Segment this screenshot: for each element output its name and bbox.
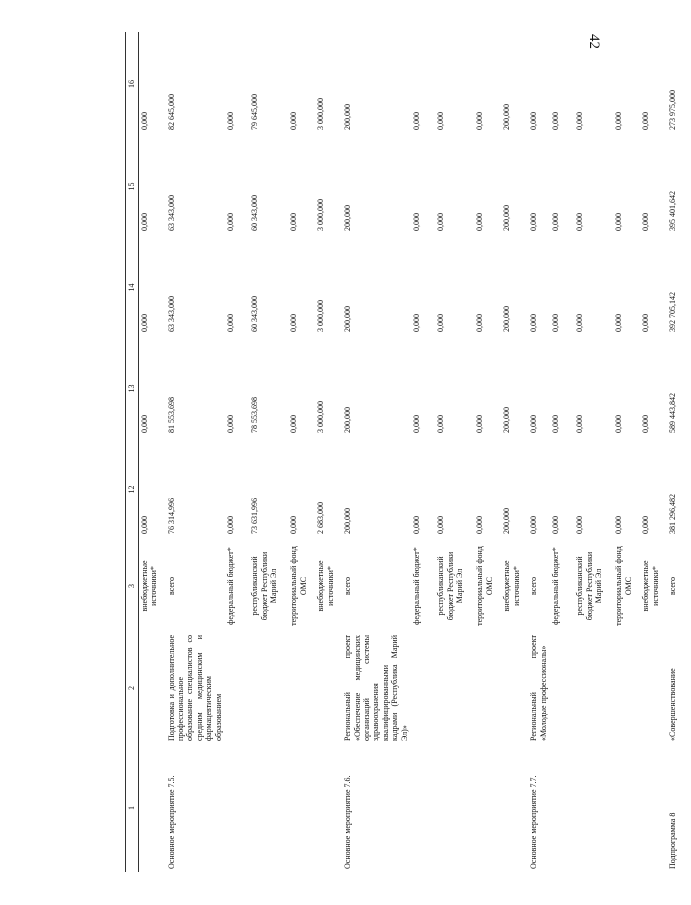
amount-cell: 200,000 [502, 407, 512, 433]
funding-source-line: территориальный фонд [289, 546, 299, 626]
amount-cell: 0,000 [412, 314, 422, 332]
row-label [249, 744, 288, 872]
row-label: Подпрограмма 8 [668, 812, 678, 869]
amount-cell: 0,000 [412, 516, 422, 534]
amount-cell: 60 343,000 [250, 296, 260, 332]
amount-cell: 0,000 [289, 314, 299, 332]
row-label [225, 744, 249, 872]
table-row [342, 32, 411, 872]
row-label [315, 744, 342, 872]
row-name [288, 632, 315, 744]
amount-cell: 0,000 [614, 213, 624, 231]
table-row [474, 32, 501, 872]
table-row [640, 32, 667, 872]
amount-cell: 0,000 [529, 112, 539, 130]
amount-cell: 3 000,000 [316, 401, 326, 433]
table-header-row [126, 32, 139, 872]
amount-cell: 60 343,000 [250, 195, 260, 231]
amount-cell: 0,000 [140, 415, 149, 433]
amount-cell: 0,000 [551, 516, 561, 534]
amount-cell: 200,000 [343, 205, 353, 231]
row-label [550, 744, 574, 872]
funding-source-line: бюджет Республики [584, 551, 594, 621]
amount-cell: 0,000 [436, 516, 446, 534]
funding-source [139, 540, 166, 632]
amount-cell: 200,000 [343, 407, 353, 433]
funding-source: федеральный бюджет* [226, 547, 236, 625]
row-name [574, 632, 613, 744]
row-name: Подготовка и дополнительное профессиональное образование специалистов со средним медицинским и фармацевтическим образованием [166, 635, 223, 741]
row-label [501, 744, 528, 872]
column-header: 12 [126, 439, 139, 540]
row-label [435, 744, 474, 872]
amount-cell: 0,000 [289, 516, 299, 534]
amount-cell: 0,000 [551, 213, 561, 231]
funding-source: федеральный бюджет* [551, 547, 561, 625]
amount-cell: 0,000 [289, 112, 299, 130]
amount-cell: 0,000 [551, 314, 561, 332]
row-label [474, 744, 501, 872]
amount-cell: 200,000 [502, 508, 512, 534]
row-name [640, 632, 667, 744]
table-row [225, 32, 249, 872]
amount-cell: 0,000 [641, 415, 651, 433]
funding-source [474, 540, 501, 632]
amount-cell: 0,000 [529, 213, 539, 231]
funding-source: всего [343, 577, 353, 596]
table-row [315, 32, 342, 872]
amount-cell: 0,000 [575, 112, 585, 130]
amount-cell: 0,000 [226, 314, 236, 332]
table-row [574, 32, 613, 872]
table-row [550, 32, 574, 872]
amount-cell: 0,000 [575, 516, 585, 534]
amount-cell: 63 343,000 [166, 195, 176, 231]
amount-cell: 0,000 [475, 516, 485, 534]
column-header: 1 [126, 744, 139, 872]
amount-cell: 381 296,482 [668, 494, 678, 534]
table-row [166, 32, 226, 872]
amount-cell: 0,000 [289, 415, 299, 433]
page-number: 42 [586, 34, 602, 49]
funding-source [613, 540, 640, 632]
amount-cell: 63 343,000 [166, 296, 176, 332]
funding-source-line: источники* [650, 566, 660, 606]
row-label: Основное мероприятие 7.6. [343, 775, 353, 869]
funding-source: всего [529, 577, 539, 596]
amount-cell: 0,000 [575, 415, 585, 433]
funding-source-line: территориальный фонд [475, 546, 485, 626]
column-header: 3 [126, 540, 139, 632]
funding-source-line: источники* [511, 566, 521, 606]
funding-source-line: территориальный фонд [614, 546, 624, 626]
funding-source-line: источники* [149, 566, 159, 606]
row-name [613, 632, 640, 744]
amount-cell: 0,000 [226, 112, 236, 130]
amount-cell: 79 645,000 [250, 94, 260, 130]
funding-source-line: республиканский [436, 556, 446, 616]
funding-source [249, 540, 288, 632]
amount-cell: 0,000 [140, 112, 149, 130]
amount-cell: 0,000 [529, 516, 539, 534]
amount-cell: 0,000 [475, 314, 485, 332]
amount-cell: 0,000 [289, 213, 299, 231]
row-name [435, 632, 474, 744]
amount-cell: 0,000 [140, 213, 149, 231]
amount-cell: 3 000,000 [316, 98, 326, 130]
row-label [139, 744, 166, 872]
funding-source-line: ОМС [623, 576, 633, 596]
amount-cell: 0,000 [641, 112, 651, 130]
funding-source-line: республиканский [575, 556, 585, 616]
row-label: Основное мероприятие 7.7. [529, 775, 539, 869]
table-body [139, 32, 691, 872]
amount-cell: 0,000 [475, 112, 485, 130]
amount-cell: 0,000 [226, 516, 236, 534]
amount-cell: 200,000 [343, 508, 353, 534]
amount-cell: 0,000 [226, 415, 236, 433]
funding-source-line: внебюджетные [316, 560, 326, 612]
amount-cell: 0,000 [529, 415, 539, 433]
amount-cell: 200,000 [502, 104, 512, 130]
row-label [574, 744, 613, 872]
amount-cell: 0,000 [226, 213, 236, 231]
funding-source-line: Марий Эл [593, 568, 603, 604]
funding-source: всего [668, 577, 678, 596]
amount-cell: 0,000 [140, 314, 149, 332]
funding-source-line: ОМС [298, 576, 308, 596]
table-row [249, 32, 288, 872]
amount-cell: 0,000 [529, 314, 539, 332]
amount-cell: 395 401,642 [668, 191, 678, 231]
amount-cell: 0,000 [412, 213, 422, 231]
amount-cell: 3 000,000 [316, 300, 326, 332]
table-row [288, 32, 315, 872]
column-header: 16 [126, 32, 139, 136]
amount-cell: 0,000 [475, 415, 485, 433]
amount-cell: 200,000 [343, 104, 353, 130]
table-row [613, 32, 640, 872]
row-name [550, 632, 574, 744]
amount-cell: 2 683,000 [316, 502, 326, 534]
amount-cell: 0,000 [575, 314, 585, 332]
amount-cell: 0,000 [614, 516, 624, 534]
funding-source [288, 540, 315, 632]
funding-source [315, 540, 342, 632]
table-row [501, 32, 528, 872]
amount-cell: 3 000,000 [316, 199, 326, 231]
table-row [411, 32, 435, 872]
funding-source-line: внебюджетные [641, 560, 651, 612]
amount-cell: 81 553,698 [166, 397, 176, 433]
amount-cell: 0,000 [412, 112, 422, 130]
amount-cell: 200,000 [343, 306, 353, 332]
row-label [288, 744, 315, 872]
funding-source-line: бюджет Республики [259, 551, 269, 621]
column-header: 2 [126, 632, 139, 744]
amount-cell: 0,000 [551, 415, 561, 433]
funding-source-line: источники* [325, 566, 335, 606]
funding-source [574, 540, 613, 632]
amount-cell: 73 631,996 [250, 498, 260, 534]
funding-source-line: внебюджетные [502, 560, 512, 612]
row-name [315, 632, 342, 744]
amount-cell: 0,000 [436, 415, 446, 433]
row-label: Основное мероприятие 7.5. [166, 775, 176, 869]
row-label [411, 744, 435, 872]
row-name [139, 632, 166, 744]
funding-source [435, 540, 474, 632]
row-name [249, 632, 288, 744]
row-name: Региональный проект «Обеспечение медицинских организаций системы здравоохранения квалифицированными кадрами (Республика Марий Эл)» [343, 635, 409, 741]
row-name [225, 632, 249, 744]
funding-source-line: ОМС [484, 576, 494, 596]
amount-cell: 392 705,142 [668, 292, 678, 332]
amount-cell: 200,000 [502, 205, 512, 231]
row-name [411, 632, 435, 744]
amount-cell: 589 443,842 [668, 393, 678, 433]
funding-source: федеральный бюджет* [412, 547, 422, 625]
amount-cell: 0,000 [614, 415, 624, 433]
funding-source-line: бюджет Республики [445, 551, 455, 621]
amount-cell: 0,000 [436, 112, 446, 130]
row-name [474, 632, 501, 744]
amount-cell: 0,000 [575, 213, 585, 231]
table-row [528, 32, 550, 872]
amount-cell: 0,000 [641, 213, 651, 231]
row-name [501, 632, 528, 744]
amount-cell: 273 975,000 [668, 90, 678, 130]
amount-cell: 76 314,996 [166, 498, 176, 534]
funding-source-line: республиканский [250, 556, 260, 616]
amount-cell: 0,000 [475, 213, 485, 231]
table-row [139, 32, 166, 872]
funding-source: всего [166, 577, 176, 596]
amount-cell: 0,000 [641, 516, 651, 534]
row-label [613, 744, 640, 872]
amount-cell: 78 553,698 [250, 397, 260, 433]
amount-cell: 0,000 [436, 314, 446, 332]
funding-source-line: Марий Эл [455, 568, 465, 604]
row-name: Региональный проект «Молодые профессионалы» [529, 635, 548, 741]
amount-cell: 82 645,000 [166, 94, 176, 130]
rotated-table-region [125, 32, 678, 872]
amount-cell: 0,000 [641, 314, 651, 332]
table-row [667, 32, 691, 872]
row-name: «Совершенствование [668, 668, 678, 741]
amount-cell: 0,000 [551, 112, 561, 130]
row-label [640, 744, 667, 872]
funding-source [501, 540, 528, 632]
amount-cell: 0,000 [436, 213, 446, 231]
amount-cell: 0,000 [614, 112, 624, 130]
amount-cell: 200,000 [502, 306, 512, 332]
amount-cell: 0,000 [614, 314, 624, 332]
funding-source-line: Марий Эл [269, 568, 278, 604]
column-header: 13 [126, 338, 139, 439]
budget-table [125, 32, 691, 872]
table-row [435, 32, 474, 872]
funding-source-line: внебюджетные [140, 560, 149, 612]
column-header: 14 [126, 237, 139, 338]
funding-source [640, 540, 667, 632]
amount-cell: 0,000 [140, 516, 149, 534]
amount-cell: 0,000 [412, 415, 422, 433]
column-header: 15 [126, 136, 139, 237]
